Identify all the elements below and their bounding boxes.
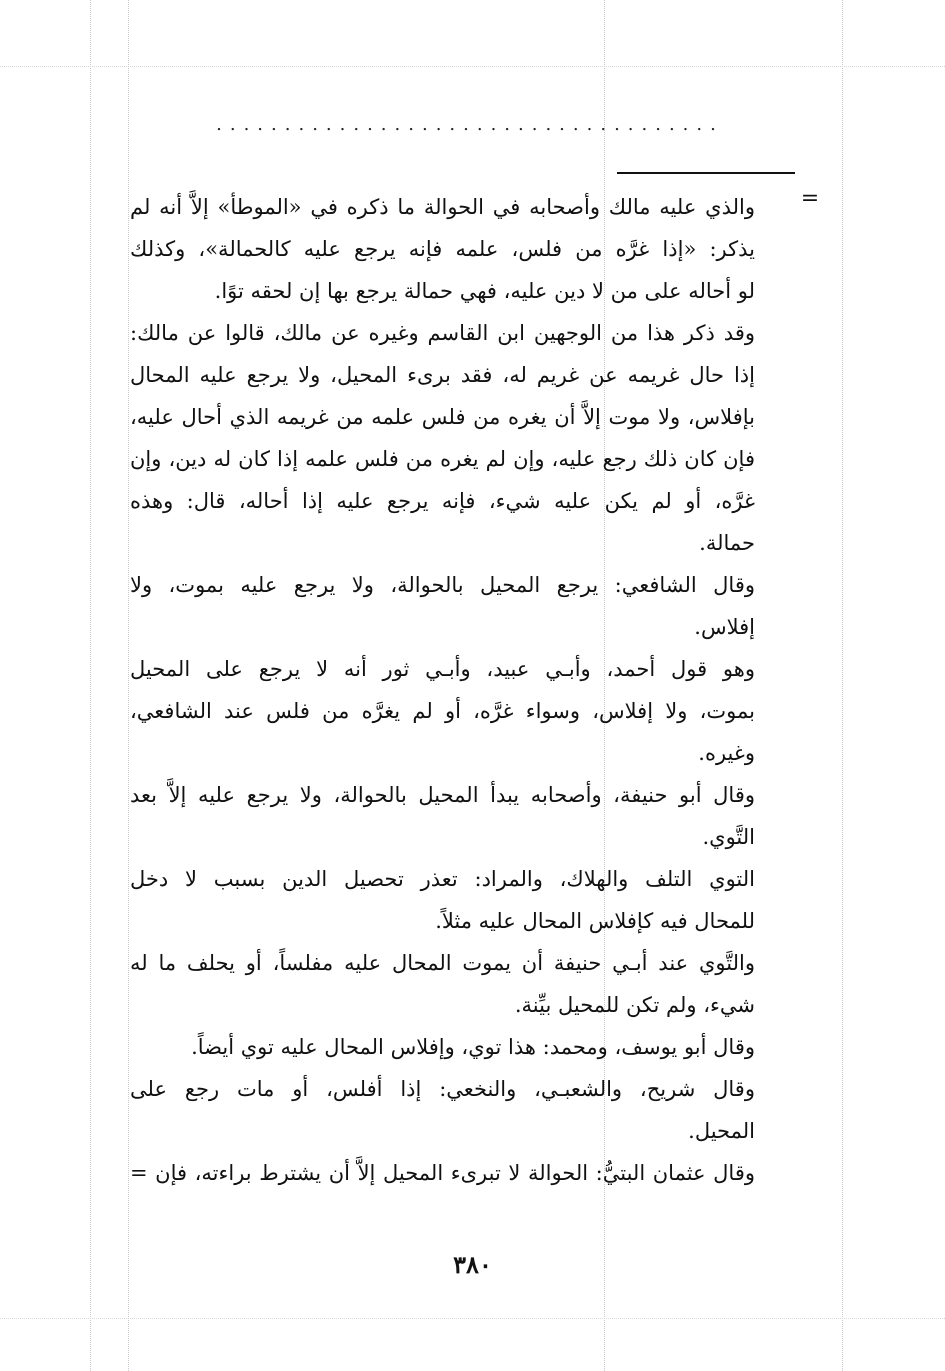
text-line: غرَّه، أو لم يكن عليه شيء، فإنه يرجع عليه إذا أحاله، قال: وهذه [130, 489, 755, 513]
text-line: بإفلاس، ولا موت إلاَّ أن يغره من فلس علمه من غريمه الذي أحال عليه، [130, 405, 755, 429]
scan-guide-line [90, 0, 91, 1371]
text-line: التوي التلف والهلاك، والمراد: تعذر تحصيل الدين بسبب لا دخل [130, 867, 755, 891]
footnote-rule [617, 172, 795, 174]
text-line: وغيره. [698, 741, 755, 765]
scan-guide-line [842, 0, 843, 1371]
text-line: والتَّوي عند أبـي حنيفة أن يموت المحال عليه مفلساً، أو يحلف ما له [130, 951, 755, 975]
text-line: حمالة. [699, 531, 755, 555]
text-line: وقال أبو حنيفة، وأصحابه يبدأ المحيل بالحوالة، ولا يرجع عليه إلاَّ بعد [130, 783, 755, 807]
continuation-mark: = [800, 186, 820, 211]
text-line: وقد ذكر هذا من الوجهين ابن القاسم وغيره عن مالك، قالوا عن مالك: [130, 321, 755, 345]
page-number: ٣٨٠ [453, 1250, 492, 1279]
text-line: لو أحاله على من لا دين عليه، فهي حمالة يرجع بها إن لحقه توًا. [214, 279, 755, 303]
text-line: والذي عليه مالك وأصحابه في الحوالة ما ذكره في «الموطأ» إلاَّ أنه لم [130, 195, 755, 219]
text-line: وهو قول أحمد، وأبـي عبيد، وأبـي ثور أنه لا يرجع على المحيل [130, 657, 755, 681]
scan-guide-line [0, 66, 945, 67]
text-line: للمحال فيه كإفلاس المحال عليه مثلاً. [435, 909, 755, 933]
text-line: وقال أبو يوسف، ومحمد: هذا توي، وإفلاس المحال عليه توي أيضاً. [191, 1035, 755, 1059]
text-line: بموت، ولا إفلاس، وسواء غرَّه، أو لم يغرَّه من فلس عند الشافعي، [130, 699, 755, 723]
text-line: وقال شريح، والشعبـي، والنخعي: إذا أفلس، أو مات رجع على [130, 1077, 755, 1101]
text-line: وقال عثمان البتيُّ: الحوالة لا تبرىء المحيل إلاَّ أن يشترط براءته، فإن = [130, 1161, 755, 1185]
text-line: يذكر: «إذا غرَّه من فلس، علمه فإنه يرجع عليه كالحمالة»، وكذلك [130, 237, 755, 261]
scan-guide-line [0, 1318, 945, 1319]
scan-guide-line [128, 0, 129, 1371]
dotted-separator: ..................................... [216, 118, 724, 132]
text-line: وقال الشافعي: يرجع المحيل بالحوالة، ولا يرجع عليه بموت، ولا [130, 573, 755, 597]
text-line: إذا حال غريمه عن غريم له، فقد برىء المحيل، ولا يرجع عليه المحال [130, 363, 755, 387]
text-line: المحيل. [688, 1119, 755, 1143]
footnote-text [130, 186, 755, 1194]
text-line: التَّوي. [702, 825, 755, 849]
text-line: إفلاس. [694, 615, 755, 639]
text-line: شيء، ولم تكن للمحيل بيِّنة. [514, 993, 755, 1017]
text-line: فإن كان ذلك رجع عليه، وإن لم يغره من فلس علمه إذا كان له دين، وإن [130, 447, 755, 471]
